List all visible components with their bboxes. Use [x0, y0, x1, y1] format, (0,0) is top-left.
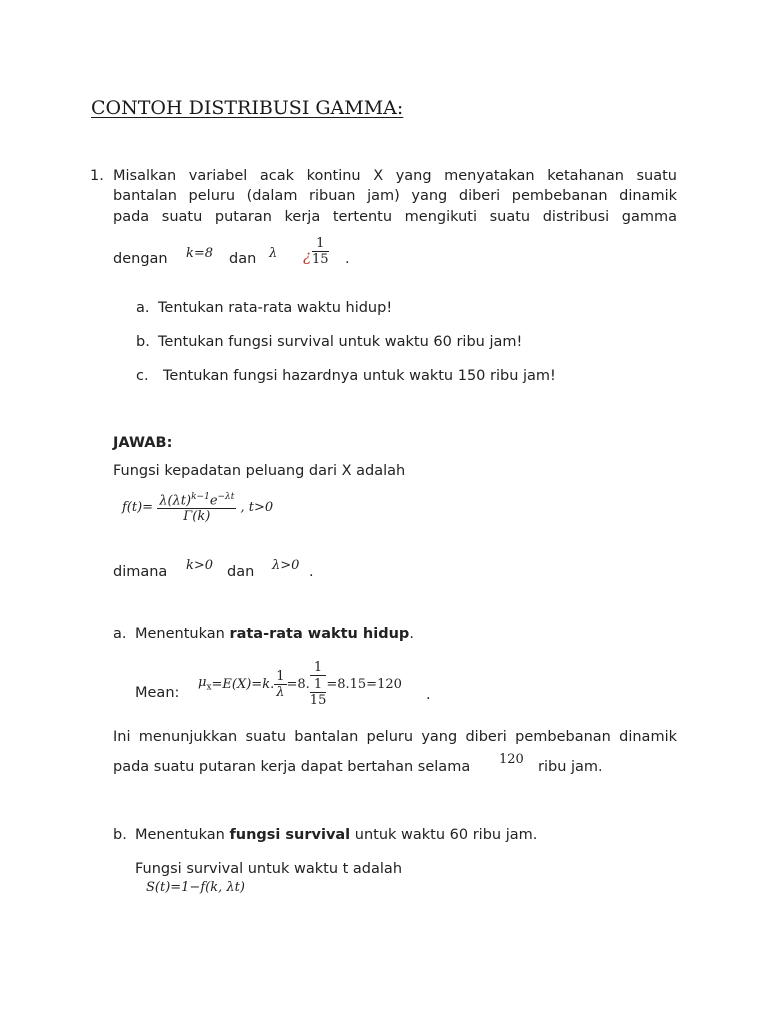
pdf-num-base: λ(λt) [159, 493, 192, 509]
mean-mu-symbol: μ [198, 675, 207, 691]
mean-frac-1-num: 1 [276, 668, 285, 684]
mean-frac-2-den [310, 677, 327, 708]
part-a-paragraph-2: pada suatu putaran kerja dapat bertahan selama [113, 759, 471, 775]
lambda-frac-num: 1 [312, 236, 329, 252]
mean-period: . [426, 687, 431, 703]
part-b-intro: Fungsi survival untuk waktu t adalah [135, 861, 403, 877]
part-b-prefix: Menentukan [135, 827, 230, 843]
pdf-numerator [157, 490, 236, 509]
mean-frac-2-num: 1 [310, 660, 327, 676]
question-c-letter: c. [136, 368, 149, 384]
mean-mu-sub: x [206, 682, 212, 693]
lambda-equal-glyph: ¿ [303, 247, 312, 265]
problem-period: . [345, 251, 350, 267]
part-b-suffix: untuk waktu 60 ribu jam. [350, 827, 538, 843]
mean-frac-1 [274, 669, 286, 700]
mean-mu [198, 675, 212, 693]
problem-line-2: bantalan peluru (dalam ribuan jam) yang diberi pembebanan dinamik [113, 188, 677, 204]
k-condition: k>0 [186, 558, 214, 573]
mean-formula-end: =8.15=120 [326, 676, 402, 692]
part-a-heading [135, 626, 414, 642]
part-a-value: 120 [499, 752, 524, 767]
mean-formula-mid: =E(X)=k. [211, 676, 275, 692]
question-c-text: Tentukan fungsi hazardnya untuk waktu 150 ribu jam! [163, 368, 556, 384]
part-b-bold: fungsi survival [229, 827, 351, 843]
part-b-letter: b. [113, 827, 127, 843]
pdf-num-e: e [209, 493, 218, 509]
question-a-letter: a. [136, 300, 150, 316]
pdf-denominator: Γ(k) [183, 509, 211, 525]
part-a-letter: a. [113, 626, 127, 642]
part-b-heading [135, 827, 537, 843]
question-a-text: Tentukan rata-rata waktu hidup! [158, 300, 393, 316]
lambda-condition: λ>0 [272, 558, 300, 573]
problem-number: 1. [90, 168, 104, 184]
problem-line-1: Misalkan variabel acak kontinu X yang menyatakan ketahanan suatu [113, 168, 677, 184]
part-a-suffix: . [409, 626, 414, 642]
mean-frac-1-den: λ [276, 684, 285, 700]
answer-heading: JAWAB: [113, 435, 173, 451]
lambda-frac [312, 236, 329, 267]
mean-formula-eq: =8. [286, 676, 310, 692]
part-a-paragraph-1: Ini menunjukkan suatu bantalan peluru yang diberi pembebanan dinamik [113, 729, 677, 745]
problem-dengan: dengan [113, 251, 168, 267]
pdf-fraction [157, 490, 236, 524]
mean-formula [198, 660, 402, 708]
problem-line-3: pada suatu putaran kerja tertentu mengikuti suatu distribusi gamma [113, 209, 677, 225]
mean-label: Mean: [135, 685, 180, 701]
problem-dan: dan [229, 251, 257, 267]
dimana-period: . [309, 564, 314, 580]
pdf-num-sup: k−1 [191, 492, 210, 502]
lambda-symbol: λ [269, 246, 278, 261]
pdf-formula [122, 490, 273, 524]
part-a-prefix: Menentukan [135, 626, 230, 642]
question-b-letter: b. [136, 334, 150, 350]
pdf-lhs: f(t)= [122, 499, 154, 515]
mean-frac-2-den-den: 15 [309, 693, 327, 708]
answer-intro: Fungsi kepadatan peluang dari X adalah [113, 463, 406, 479]
k-equals-formula: k=8 [186, 246, 214, 261]
lambda-frac-den: 15 [312, 252, 329, 267]
part-a-unit: ribu jam. [538, 759, 603, 775]
survival-formula: S(t)=1−f(k, λt) [146, 880, 245, 895]
mean-frac-2 [310, 660, 327, 708]
part-a-bold: rata-rata waktu hidup [229, 626, 410, 642]
question-b-text: Tentukan fungsi survival untuk waktu 60 ribu jam! [158, 334, 523, 350]
lambda-fraction [312, 236, 329, 267]
mean-frac-2-den-num: 1 [310, 677, 327, 693]
pdf-condition: , t>0 [240, 499, 274, 515]
pdf-e-sup: −λt [217, 492, 235, 502]
dimana-dan: dan [227, 564, 255, 580]
page-title: CONTOH DISTRIBUSI GAMMA: [91, 97, 404, 119]
dimana-label: dimana [113, 564, 168, 580]
